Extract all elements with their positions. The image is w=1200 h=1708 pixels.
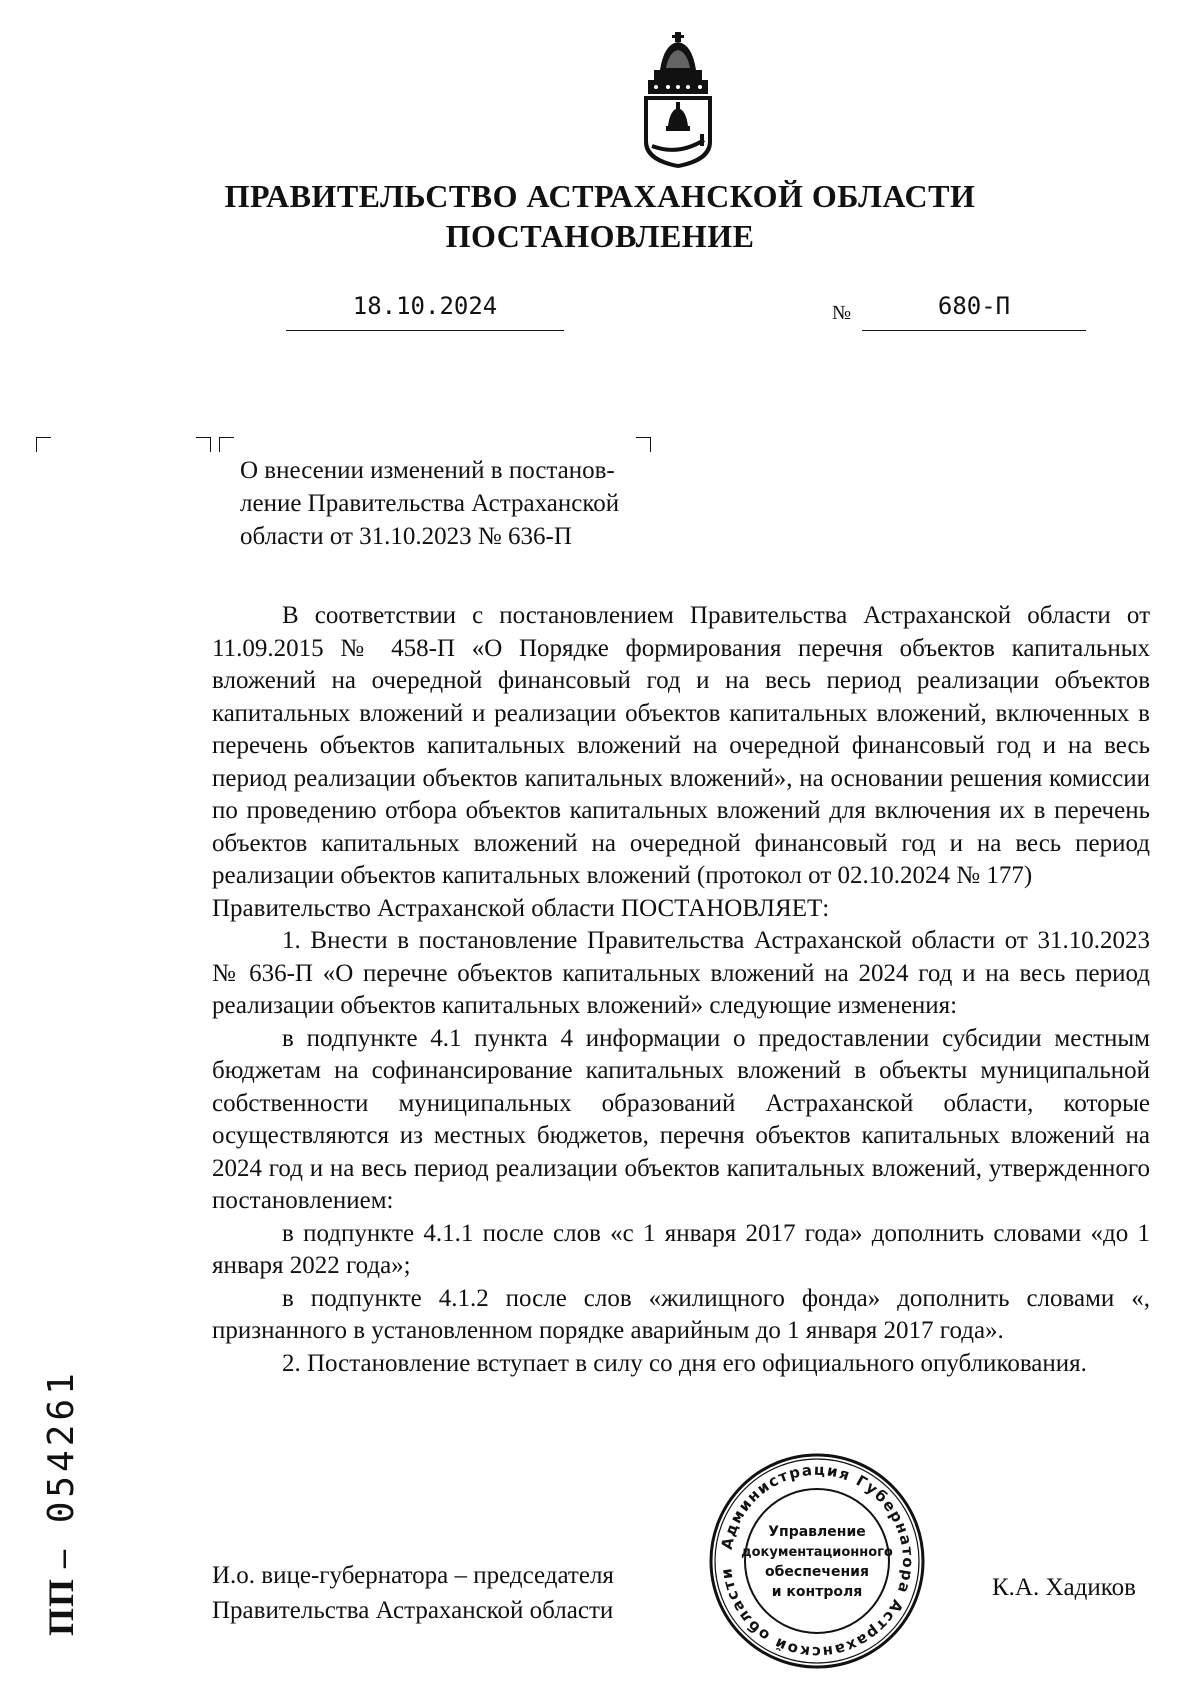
form-serial-code (18, 1369, 148, 1636)
body-paragraph: в подпункте 4.1.1 после слов «с 1 января 2017 года» дополнить словами «до 1 января 2022 года»; (212, 1219, 1150, 1279)
body-paragraph: 1. Внести в постановление Правительства Астраханской области от 31.10.2023 № 636-П «О перечне объектов капитальных вложений на 2024 год и на весь период реализации объектов капитальных вложений» следующие изменения: (212, 927, 1150, 1019)
body-paragraph: 2. Постановление вступает в силу со дня его официального опубликования. (282, 1349, 1087, 1377)
official-stamp (708, 1452, 926, 1670)
stamp-center-line: Управление (768, 1524, 866, 1540)
coat-of-arms-icon (638, 30, 718, 170)
subject-line: области от 31.10.2023 № 636-П (240, 523, 572, 550)
stamp-center-line: и контроля (771, 1584, 863, 1600)
document-date: 18.10.2024 (286, 292, 564, 331)
corner-mark (636, 437, 651, 452)
document-type-title: ПОСТАНОВЛЕНИЕ (445, 218, 755, 254)
subject-line: ление Правительства Астраханской (240, 490, 620, 517)
signer-position-line: Правительства Астраханской области (212, 1597, 614, 1624)
stamp-ring-text: Администрация Губернатора Астраханской области (717, 1460, 918, 1662)
document-subject (240, 454, 660, 553)
number-sign: № (832, 302, 852, 324)
corner-mark (36, 437, 51, 452)
signer-position (212, 1558, 614, 1628)
signer-position-line: И.о. вице-губернатора – председателя (212, 1562, 614, 1589)
body-paragraph: в подпункте 4.1.2 после слов «жилищного фонда» дополнить словами «, признанного в установленном порядке аварийным до 1 января 2017 года». (212, 1284, 1150, 1344)
corner-mark (196, 437, 211, 452)
serial-prefix: ПП – (41, 1548, 81, 1636)
stamp-center-line: обеспечения (765, 1564, 869, 1580)
government-title: ПРАВИТЕЛЬСТВО АСТРАХАНСКОЙ ОБЛАСТИ (224, 178, 976, 214)
signer-name: К.А. Хадиков (992, 1574, 1136, 1601)
serial-number: 054261 (41, 1369, 82, 1524)
subject-line: О внесении изменений в постанов- (240, 457, 615, 484)
document-number: 680-П (862, 292, 1086, 331)
document-body (212, 600, 1150, 1380)
body-paragraph: в подпункте 4.1 пункта 4 информации о предоставлении субсидии местным бюджетам на софинансирование капитальных вложений в объекты муниципальной собственности муниципальных образований Астраханской области, которые осуществляются из местных бюджетов, перечня объектов капитальных вложений на 2024 год и на весь период реализации объектов капитальных вложений, утвержденного постановлением: (212, 1024, 1150, 1214)
resolution-clause: Правительство Астраханской области ПОСТАНОВЛЯЕТ: (212, 894, 830, 922)
corner-mark (219, 437, 234, 452)
svg-text:Администрация Губернатора Астр (717, 1461, 917, 1661)
stamp-center-line: документационного (741, 1545, 893, 1560)
body-paragraph: В соответствии с постановлением Правительства Астраханской области от 11.09.2015 № 458-П «О Порядке формирования перечня объектов капитальных вложений на очередной финансовый год и на весь период реализации объектов капитальных вложений и реализации объектов капитальных вложений, включенных в перечень объектов капитальных вложений на очередной финансовый год и на весь период реализации объектов капитальных вложений», на основании решения комиссии по проведению отбора объектов капитальных вложений для включения их в перечень объектов капитальных вложений на очередной финансовый год и на весь период реализации объектов капитальных вложений (протокол от 02.10.2024 № 177) (212, 602, 1150, 889)
